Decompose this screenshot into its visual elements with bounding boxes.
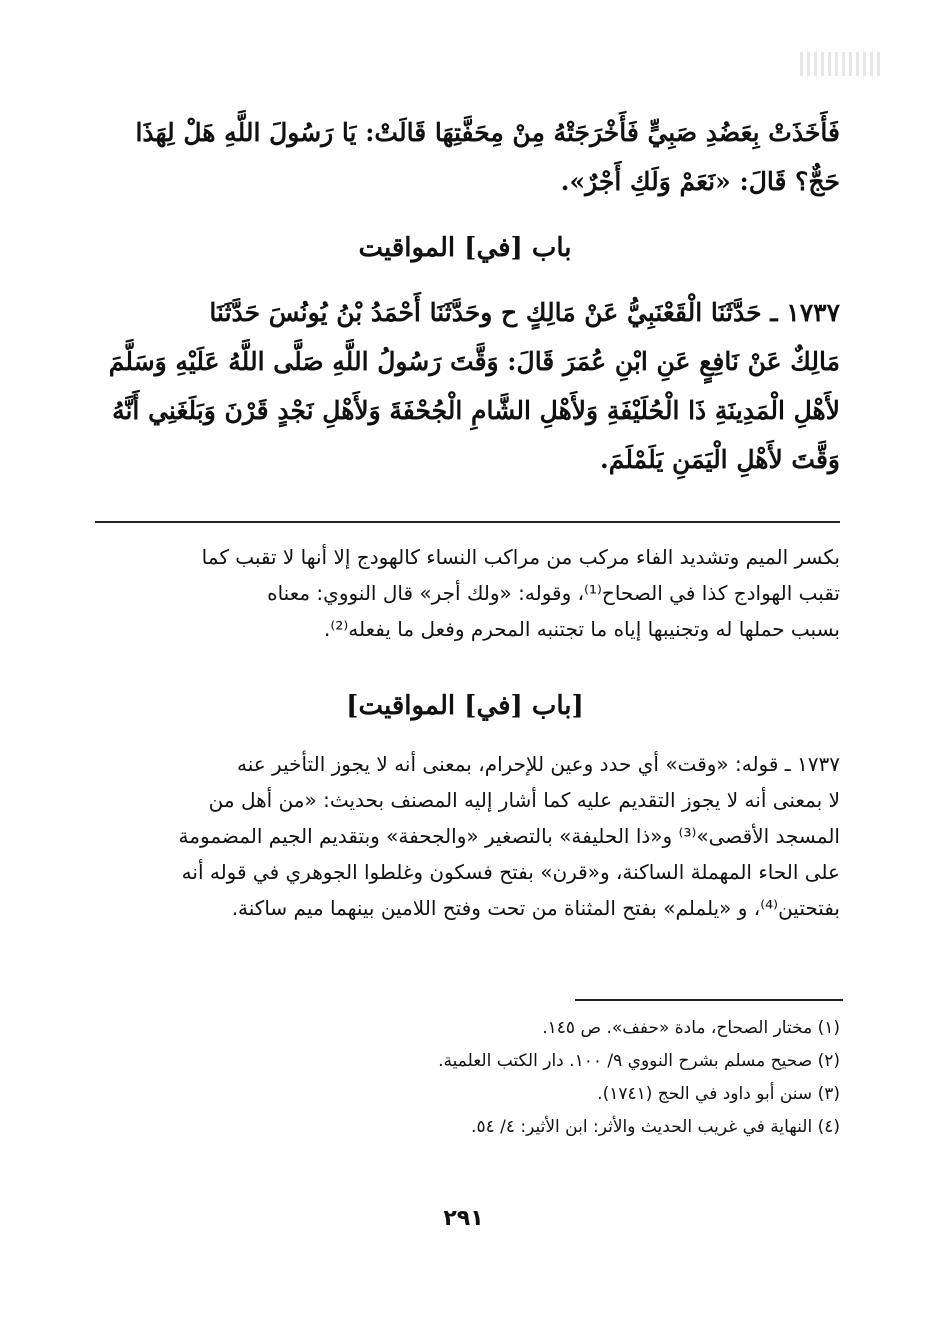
hadith-1737: [90, 288, 840, 484]
text-line: على الحاء المهملة الساكنة، و«قرن» بفتح فسكون وغلطوا الجوهري في قوله أنه: [181, 860, 840, 884]
text-line: تقبب الهوادج كذا في الصحاح⁽¹⁾، وقوله: «ولك أجر» قال النووي: معناه: [267, 581, 840, 605]
footnote-divider: [575, 999, 843, 1001]
page-number: ٢٩١: [443, 1206, 484, 1231]
commentary-1737: [90, 746, 840, 926]
text-line: لأَهْلِ الْمَدِينَةِ ذَا الْحُلَيْفَةِ وَلأَهْلِ الشَّامِ الْجُحْفَةَ وَلأَهْلِ نَجْدٍ قَرْنَ وَبَلَغَنِي أَنَّهُ: [112, 396, 840, 425]
commentary-section: [90, 539, 840, 647]
footnote: (٤) النهاية في غريب الحديث والأثر: ابن الأثير: ٤/ ٥٤.: [471, 1117, 840, 1137]
hadith-continuation: [90, 108, 840, 206]
text-line: ١٧٣٧ ـ حَدَّثَنَا الْقَعْنَبِيُّ عَنْ مَالِكٍ ح وحَدَّثَنَا أَحْمَدُ بْنُ يُونُسَ حَدَّثَنَا: [209, 298, 840, 327]
text-line: لا بمعنى أنه لا يجوز التقديم عليه كما أشار إليه المصنف بحديث: «من أهل من: [208, 788, 840, 812]
footnotes: [90, 1012, 840, 1144]
text-line: المسجد الأقصى»⁽³⁾ و«ذا الحليفة» بالتصغير «والجحفة» وبتقديم الجيم المضمومة: [178, 824, 840, 848]
footnote: (١) مختار الصحاح، مادة «حفف». ص ١٤٥.: [542, 1018, 840, 1038]
section-divider: [95, 521, 840, 523]
text-line: ١٧٣٧ ـ قوله: «وقت» أي حدد وعين للإحرام، بمعنى أنه لا يجوز التأخير عنه: [236, 752, 840, 776]
commentary-heading: [باب [في] المواقيت]: [346, 691, 584, 721]
scan-artifact: [800, 52, 880, 76]
footnote: (٣) سنن أبو داود في الحج (١٧٤١).: [597, 1084, 840, 1104]
text-line: حَجٌّ؟ قَالَ: «نَعَمْ وَلَكِ أَجْرٌ».: [560, 167, 840, 196]
text-line: بسبب حملها له وتجنيبها إياه ما تجتنبه المحرم وفعل ما يفعله⁽²⁾.: [324, 617, 840, 641]
chapter-heading: باب [في] المواقيت: [358, 233, 572, 263]
text-line: بكسر الميم وتشديد الفاء مركب من مراكب النساء كالهودج إلا أنها لا تقبب كما: [201, 545, 840, 569]
text-line: فَأَخَذَتْ بِعَضُدِ صَبِيٍّ فَأَخْرَجَتْهُ مِنْ مِحَفَّتِهَا قَالَتْ: يَا رَسُولَ اللَّهِ هَلْ لِهَذَا: [135, 118, 840, 147]
text-line: بفتحتين⁽⁴⁾، و «يلملم» بفتح المثناة من تحت وفتح اللامين بينهما ميم ساكنة.: [231, 896, 840, 920]
footnote: (٢) صحيح مسلم بشرح النووي ٩/ ١٠٠. دار الكتب العلمية.: [438, 1051, 840, 1071]
text-line: وَقَّتَ لأَهْلِ الْيَمَنِ يَلَمْلَمَ.: [600, 445, 840, 474]
text-line: مَالِكٌ عَنْ نَافِعٍ عَنِ ابْنِ عُمَرَ قَالَ: وَقَّتَ رَسُولُ اللَّهِ صَلَّى اللَّهُ عَلَيْهِ وَسَلَّمَ: [108, 347, 840, 376]
